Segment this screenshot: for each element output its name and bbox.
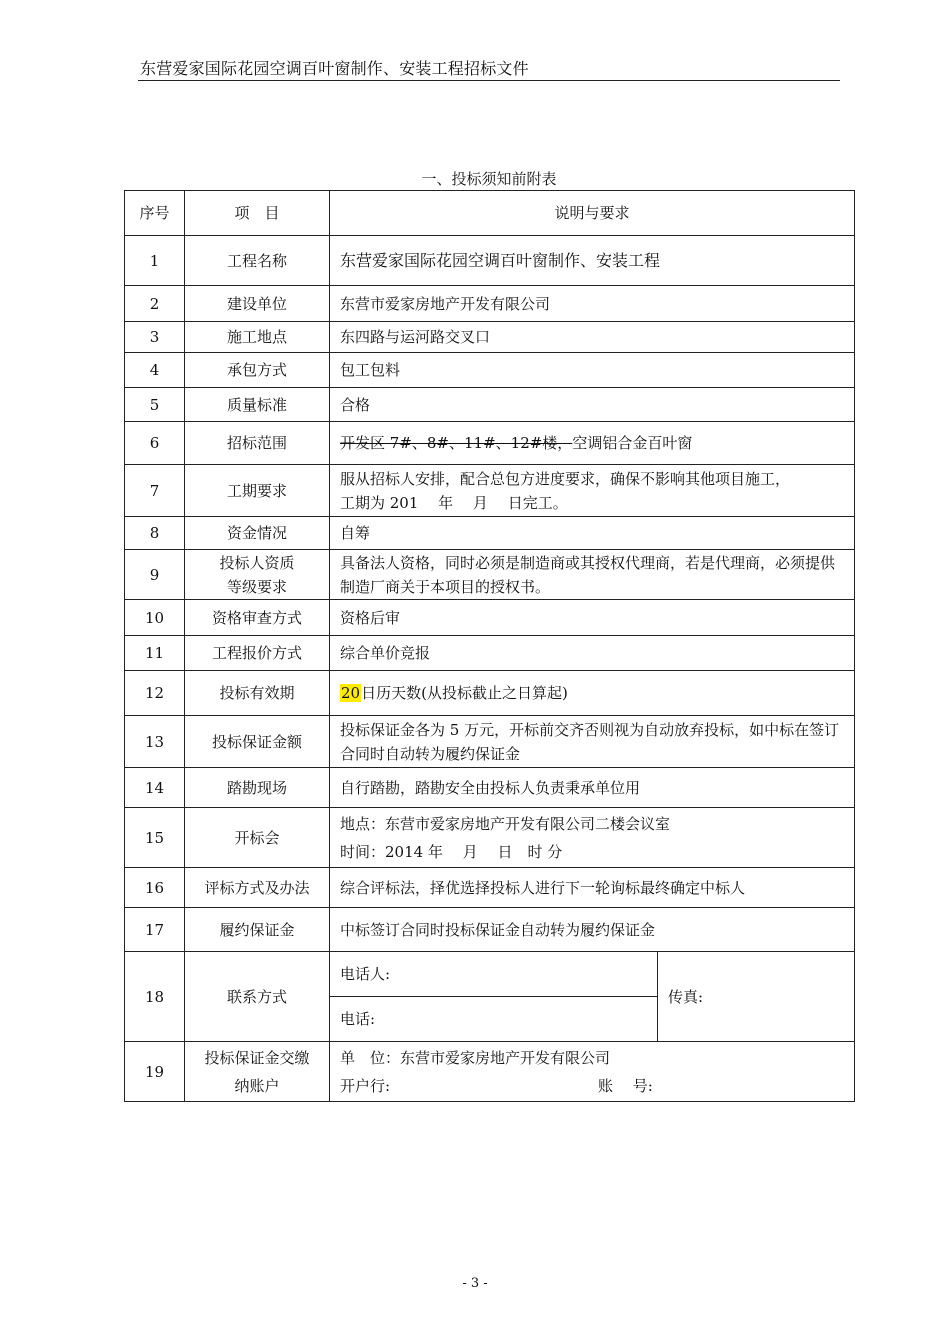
row-number: 1 (125, 236, 185, 286)
row-number: 2 (125, 286, 185, 322)
row-item (185, 1042, 330, 1102)
item-line-1: 投标人资质 (219, 553, 295, 572)
row-item: 踏勘现场 (185, 768, 330, 808)
table-row (125, 808, 855, 868)
row-item (185, 550, 330, 600)
row-desc: 资格后审 (330, 600, 855, 636)
desc-line-1: 单 位：东营市爱家房地产开发有限公司 (340, 1048, 611, 1067)
row-item: 联系方式 (185, 952, 330, 1042)
row-desc: 中标签订合同时投标保证金自动转为履约保证金 (330, 908, 855, 952)
desc-line-1: 地点：东营市爱家房地产开发有限公司二楼会议室 (340, 814, 671, 833)
table-row (125, 236, 855, 286)
phone-cell: 电话: (330, 997, 658, 1042)
page-number: - 3 - (462, 1276, 488, 1291)
row-item: 施工地点 (185, 322, 330, 353)
row-item: 投标有效期 (185, 671, 330, 716)
row-item: 工期要求 (185, 465, 330, 517)
table-row (125, 388, 855, 422)
desc-line-2 (340, 1074, 844, 1098)
row-number: 9 (125, 550, 185, 600)
table-row (125, 286, 855, 322)
row-item: 资格审查方式 (185, 600, 330, 636)
row-item: 工程名称 (185, 236, 330, 286)
document-header-title: 东营爱家国际花园空调百叶窗制作、安装工程招标文件 (140, 59, 529, 78)
col-header-desc: 说明与要求 (330, 191, 855, 236)
table-row (125, 908, 855, 952)
table-row (125, 422, 855, 465)
item-line-2: 纳账户 (234, 1076, 280, 1095)
row-desc: 投标保证金各为 5 万元，开标前交齐否则视为自动放弃投标，如中标在签订合同时自动转为履约保证金 (330, 716, 855, 768)
row-number: 4 (125, 353, 185, 388)
row-desc: 东营市爱家房地产开发有限公司 (330, 286, 855, 322)
row-desc (330, 671, 855, 716)
row-desc: 综合单价竞报 (330, 636, 855, 671)
row-item: 工程报价方式 (185, 636, 330, 671)
item-line-1: 投标保证金交缴 (204, 1048, 310, 1067)
row-number: 14 (125, 768, 185, 808)
validity-text: 日历天数(从投标截止之日算起) (361, 684, 568, 702)
row-number: 7 (125, 465, 185, 517)
row-item: 建设单位 (185, 286, 330, 322)
row-item: 开标会 (185, 808, 330, 868)
row-item: 承包方式 (185, 353, 330, 388)
row-number: 12 (125, 671, 185, 716)
row-number: 15 (125, 808, 185, 868)
row-number: 5 (125, 388, 185, 422)
table-row (125, 322, 855, 353)
row-item: 履约保证金 (185, 908, 330, 952)
header-rule (138, 80, 840, 81)
item-line-2: 等级要求 (226, 577, 287, 596)
row-desc (330, 808, 855, 868)
table-row (125, 671, 855, 716)
table-row (125, 768, 855, 808)
table-row (125, 517, 855, 550)
row-desc (330, 1042, 855, 1102)
row-desc: 东四路与运河路交叉口 (330, 322, 855, 353)
row-number: 16 (125, 868, 185, 908)
row-number: 10 (125, 600, 185, 636)
col-header-item: 项 目 (185, 191, 330, 236)
row-item: 资金情况 (185, 517, 330, 550)
desc-line-1: 服从招标人安排，配合总包方进度要求，确保不影响其他项目施工， (340, 469, 791, 488)
row-desc: 合格 (330, 388, 855, 422)
row-desc: 自行踏勘，踏勘安全由投标人负责秉承单位用 (330, 768, 855, 808)
row-item: 招标范围 (185, 422, 330, 465)
row-number: 3 (125, 322, 185, 353)
col-header-no: 序号 (125, 191, 185, 236)
row-item: 质量标准 (185, 388, 330, 422)
desc-line-2: 时间：2014 年 月 日 时 分 (340, 842, 563, 861)
row-desc (330, 236, 855, 286)
account-label: 账 号: (598, 1076, 653, 1095)
table-row (125, 353, 855, 388)
row-desc: 具备法人资格，同时必须是制造商或其授权代理商，若是代理商，必须提供制造厂商关于本项目的授权书。 (330, 550, 855, 600)
bid-notice-table (124, 190, 855, 1102)
table-row (125, 550, 855, 600)
row-number: 6 (125, 422, 185, 465)
table-row (125, 716, 855, 768)
row-number: 11 (125, 636, 185, 671)
table-row (125, 600, 855, 636)
row-item: 评标方式及办法 (185, 868, 330, 908)
row-desc (330, 422, 855, 465)
row-number: 13 (125, 716, 185, 768)
struck-scope-text: 开发区 7#、8#、11#、12#楼， (340, 434, 573, 452)
highlighted-days-value: 20 (341, 684, 361, 702)
row-number: 18 (125, 952, 185, 1042)
desc-line-2: 工期为 201 年 月 日完工。 (340, 493, 568, 512)
table-row (125, 636, 855, 671)
row-number: 19 (125, 1042, 185, 1102)
row-desc: 综合评标法，择优选择投标人进行下一轮询标最终确定中标人 (330, 868, 855, 908)
row-number: 8 (125, 517, 185, 550)
row-desc: 自筹 (330, 517, 855, 550)
bank-label: 开户行: (340, 1076, 391, 1095)
table-header-row (125, 191, 855, 236)
contact-person-cell: 电话人: (330, 952, 658, 997)
table-row (125, 465, 855, 517)
table-row (125, 1042, 855, 1102)
project-name: 东营爱家国际花园空调百叶窗制作、安装工程 (340, 250, 661, 270)
table-row (125, 952, 855, 997)
row-desc: 包工包料 (330, 353, 855, 388)
table-title: 一、投标须知前附表 (421, 170, 557, 188)
row-number: 17 (125, 908, 185, 952)
row-desc (330, 465, 855, 517)
scope-text: 空调铝合金百叶窗 (572, 434, 693, 452)
table-row (125, 868, 855, 908)
fax-cell: 传真: (658, 952, 855, 1042)
row-item: 投标保证金额 (185, 716, 330, 768)
